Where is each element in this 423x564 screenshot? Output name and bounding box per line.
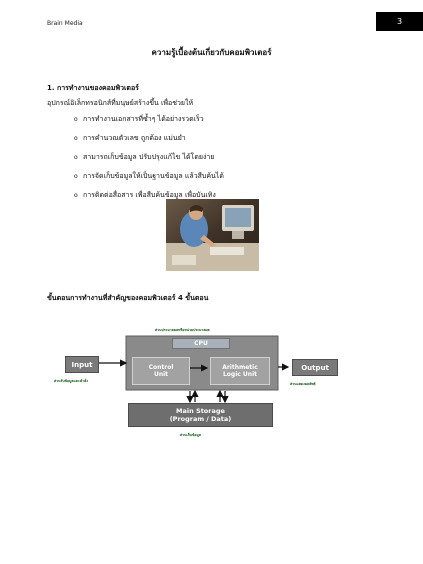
storage-line-2: (Program / Data) [169, 415, 232, 423]
cpu-block: CPU [172, 338, 230, 349]
processing-unit-label: ส่วนประมวลผลหรือหน่วยประมวลผล [155, 328, 210, 332]
document-title: ความรู้เบื้องต้นเกี่ยวกับคอมพิวเตอร์ [151, 48, 272, 57]
list-item [74, 170, 224, 189]
section-heading-computer-operation: 1. การทำงานของคอมพิวเตอร์ [47, 84, 139, 92]
list-item [74, 151, 224, 170]
bullet-mark: o [74, 154, 78, 161]
section-heading-four-steps: ขั้นตอนการทำงานที่สำคัญของคอมพิวเตอร์ 4 ขั้นตอน [47, 294, 209, 302]
input-block: Input [65, 356, 99, 373]
control-unit-line-1: Control [148, 364, 174, 371]
list-item-text: การจัดเก็บข้อมูลให้เป็นฐานข้อมูล แล้วสืบค้นได้ [83, 172, 224, 180]
bullet-mark: o [74, 135, 78, 142]
computer-user-photo [166, 199, 259, 271]
storage-label: ส่วนเก็บข้อมูล [180, 433, 201, 437]
computer-process-diagram [54, 323, 360, 443]
list-item [74, 113, 224, 132]
control-unit-line-2: Unit [153, 371, 169, 378]
list-item-text: การติดต่อสื่อสาร เพื่อสืบค้นข้อมูล เพื่อบันเทิง [83, 191, 216, 199]
input-label: ส่วนรับข้อมูลและคำสั่ง [54, 379, 88, 383]
list-item-text: สามารถเก็บข้อมูล ปรับปรุงแก้ไข ได้โดยง่าย [83, 153, 215, 161]
list-item [74, 132, 224, 151]
alu-block [210, 357, 270, 385]
bullet-mark: o [74, 116, 78, 123]
list-item-text: การทำงานเอกสารที่ซ้ำๆ ได้อย่างรวดเร็ว [83, 115, 204, 123]
list-item-text: การคำนวณตัวเลข ถูกต้อง แม่นยำ [83, 134, 186, 142]
intro-paragraph: อุปกรณ์อิเล็กทรอนิกส์ที่มนุษย์สร้างขึ้น เพื่อช่วยให้ [47, 99, 194, 107]
bullet-mark: o [74, 173, 78, 180]
output-label: ส่วนแสดงผลลัพธ์ [290, 382, 316, 386]
photo-illustration [166, 199, 259, 271]
bullet-list [74, 113, 224, 208]
output-block: Output [292, 359, 338, 376]
alu-line-2: Logic Unit [222, 371, 257, 378]
storage-line-1: Main Storage [176, 407, 225, 415]
bullet-mark: o [74, 192, 78, 199]
main-storage-block [128, 403, 273, 427]
page-number: 3 [376, 12, 423, 31]
control-unit-block [132, 357, 190, 385]
header-brand: Brain Media [47, 20, 83, 27]
alu-line-1: Arithmetic [222, 364, 258, 371]
